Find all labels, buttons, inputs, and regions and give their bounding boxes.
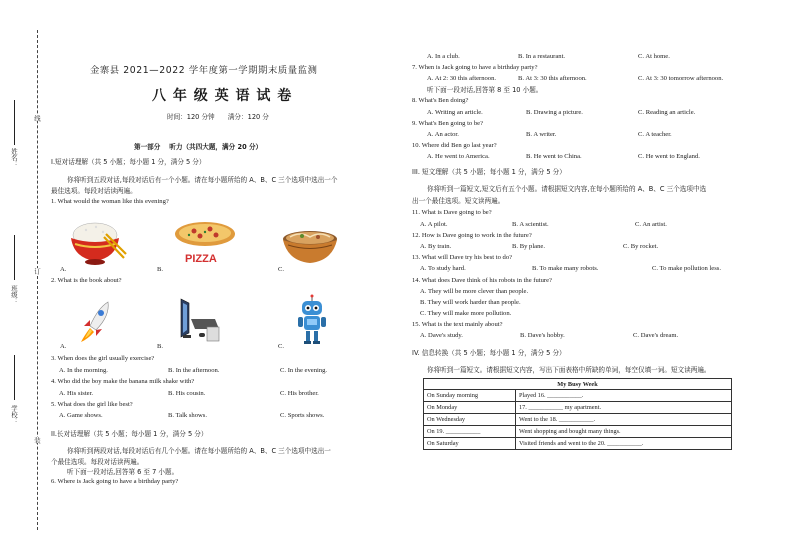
part1-heading: 第一部分 听力（共四大题，满分 20 分） (134, 143, 263, 151)
q10-option-a: A. He went to America. (427, 153, 490, 160)
table-cell-activity: Played 16. ___________. (516, 390, 732, 402)
q8-option-b: B. Drawing a picture. (526, 109, 583, 116)
robot-image (295, 294, 329, 346)
question-13: 13. What will Dave try his best to do? (412, 254, 513, 261)
rice-bowl-image (66, 218, 128, 266)
table-title: My Busy Week (424, 379, 732, 390)
table-cell-time: On Sunday morning (424, 390, 516, 402)
question-14: 14. What does Dave think of his robots in the future? (412, 277, 552, 284)
section3-instruction: 你将听到一篇短文,短文后有五个小题。请根据短文内容,在每小题所给的 A、B、C 三个选项中选 (427, 185, 707, 193)
q11-option-c: C. An artist. (635, 221, 667, 228)
q12-option-a: A. By train. (420, 243, 452, 250)
q14-option-c: C. They will make more pollution. (420, 310, 512, 317)
q7-option-b: B. At 3: 30 this afternoon. (518, 75, 587, 82)
table-cell-activity: Went shopping and bought many things. (516, 426, 732, 438)
section1-title: I.短对话理解（共 5 小题；每小题 1 分，满分 5 分） (51, 158, 206, 166)
section3-title: III. 短文理解（共 5 小题；每小题 1 分，满分 5 分） (412, 168, 566, 176)
q3-option-a: A. In the morning. (59, 367, 108, 374)
table-row (424, 426, 732, 438)
q11-option-a: A. A pilot. (420, 221, 448, 228)
section1-instruction-cont: 最佳选项。每段对话读两遍。 (51, 187, 137, 195)
q12-option-b: B. By plane. (512, 243, 545, 250)
q13-option-a: A. To study hard. (420, 265, 466, 272)
q13-option-b: B. To make many robots. (532, 265, 599, 272)
school-underline (14, 355, 15, 400)
q14-option-b: B. They will work harder than people. (420, 299, 521, 306)
q9-option-b: B. A writer. (526, 131, 557, 138)
q5-option-c: C. Sports shows. (280, 412, 325, 419)
q6-option-a: A. In a club. (427, 53, 460, 60)
question-11: 11. What is Dave going to be? (412, 209, 492, 216)
q14-option-a: A. They will be more clever than people. (420, 288, 529, 295)
question-4: 4. Who did the boy make the banana milk shake with? (51, 378, 195, 385)
exam-title: 金寨县 2021—2022 学年度第一学期期末质量监测 (90, 65, 318, 76)
q10-option-c: C. He went to England. (638, 153, 700, 160)
table-cell-activity: Visited friends and went to the 20. ___________. (516, 438, 732, 450)
computer-image (175, 297, 225, 343)
question-3: 3. When does the girl usually exercise? (51, 355, 155, 362)
section2-title: II.长对话理解（共 5 小题；每小题 1 分，满分 5 分） (51, 430, 208, 438)
q8-option-c: C. Reading an article. (638, 109, 696, 116)
class-label: 班级： (10, 285, 18, 305)
question-15: 15. What is the text mainly about? (412, 321, 503, 328)
q10-option-b: B. He went to China. (526, 153, 582, 160)
section3-instruction-cont: 出一个最佳选项。短文读两遍。 (412, 197, 505, 205)
seal-bind-mark: 订 (33, 268, 41, 275)
question-1: 1. What would the woman like this evening? (51, 198, 169, 205)
table-row (424, 414, 732, 426)
q11-option-b: B. A scientist. (512, 221, 549, 228)
q3-option-c: C. In the evening. (280, 367, 328, 374)
rocket-image (78, 298, 118, 344)
table-row (424, 402, 732, 414)
q2-option-b: B. (157, 343, 164, 350)
section2-instruction-cont: 个最佳选项。每段对话读两遍。 (51, 458, 144, 466)
q2-option-a: A. (60, 343, 67, 350)
q7-option-c: C. At 3: 30 tomorrow afternoon. (638, 75, 724, 82)
pizza-image (172, 220, 238, 250)
time-info: 时间：120 分钟 满分：120 分 (167, 113, 269, 121)
table-header-row (424, 379, 732, 390)
table-cell-activity: 17. ___________ my apartment. (516, 402, 732, 414)
q4-option-c: C. His brother. (280, 390, 319, 397)
q13-option-c: C. To make pollution less. (652, 265, 722, 272)
question-5: 5. What does the girl like best? (51, 401, 133, 408)
section2-instruction-note: 听下面一段对话,回答第 6 至 7 小题。 (67, 468, 179, 476)
table-cell-time: On 19. ___________ (424, 426, 516, 438)
table-cell-time: On Monday (424, 402, 516, 414)
section4-title: IV. 信息转换（共 5 小题；每小题 1 分，满分 5 分） (412, 349, 566, 357)
school-label: 学校： (10, 405, 18, 425)
section1-instruction: 你将听到五段对话,每段对话后有一个小题。请在每小题所给的 A、B、C 三个选项中选出一个 (67, 176, 338, 184)
paper-title: 八 年 级 英 语 试 卷 (152, 88, 293, 104)
table-cell-activity: Went to the 18. ___________. (516, 414, 732, 426)
name-label: 姓名： (10, 148, 18, 168)
q7-option-a: A. At 2: 30 this afternoon. (427, 75, 497, 82)
q6-option-b: B. In a restaurant. (518, 53, 566, 60)
seal-pack-mark: 装 (33, 437, 41, 444)
question-7: 7. When is Jack going to have a birthday party? (412, 64, 538, 71)
question-2: 2. What is the book about? (51, 277, 122, 284)
table-row (424, 438, 732, 450)
table-cell-time: On Saturday (424, 438, 516, 450)
pizza-word: PIZZA (185, 253, 217, 265)
q15-option-b: B. Dave's hobby. (520, 332, 565, 339)
q2-option-c: C. (278, 343, 285, 350)
q4-option-a: A. His sister. (59, 390, 94, 397)
q4-option-b: B. His cousin. (168, 390, 206, 397)
q9-option-c: C. A teacher. (638, 131, 672, 138)
q1-option-a: A. (60, 266, 67, 273)
class-underline (14, 235, 15, 280)
name-underline (14, 100, 15, 145)
section2-instruction-note-2: 听下面一段对话,回答第 8 至 10 小题。 (427, 86, 543, 94)
q1-option-b: B. (157, 266, 164, 273)
busy-week-table (423, 378, 732, 450)
q9-option-a: A. An actor. (427, 131, 459, 138)
section2-instruction: 你将听到两段对话,每段对话后有几个小题。请在每小题所给的 A、B、C 三个选项中选出一 (67, 447, 331, 455)
section4-instruction: 你将听到一篇短文。请根据短文内容，写出下面表格中所缺的单词，每空仅填一词。短文读两遍。 (427, 366, 711, 374)
seal-line-mark: 线 (33, 115, 41, 122)
q5-option-b: B. Talk shows. (168, 412, 207, 419)
q8-option-a: A. Writing an article. (427, 109, 483, 116)
table-row (424, 390, 732, 402)
question-6: 6. Where is Jack going to have a birthday party? (51, 478, 179, 485)
q1-option-c: C. (278, 266, 285, 273)
question-12: 12. How is Dave going to work in the future? (412, 232, 532, 239)
q15-option-c: C. Dave's dream. (633, 332, 679, 339)
binding-dashed-line (37, 30, 38, 530)
q3-option-b: B. In the afternoon. (168, 367, 220, 374)
question-8: 8. What's Ben doing? (412, 97, 469, 104)
noodle-bowl-image (280, 227, 340, 267)
q12-option-c: C. By rocket. (623, 243, 659, 250)
question-10: 10. Where did Ben go last year? (412, 142, 497, 149)
question-9: 9. What's Ben going to be? (412, 120, 484, 127)
q15-option-a: A. Dave's study. (420, 332, 463, 339)
table-cell-time: On Wednesday (424, 414, 516, 426)
q5-option-a: A. Game shows. (59, 412, 103, 419)
q6-option-c: C. At home. (638, 53, 670, 60)
